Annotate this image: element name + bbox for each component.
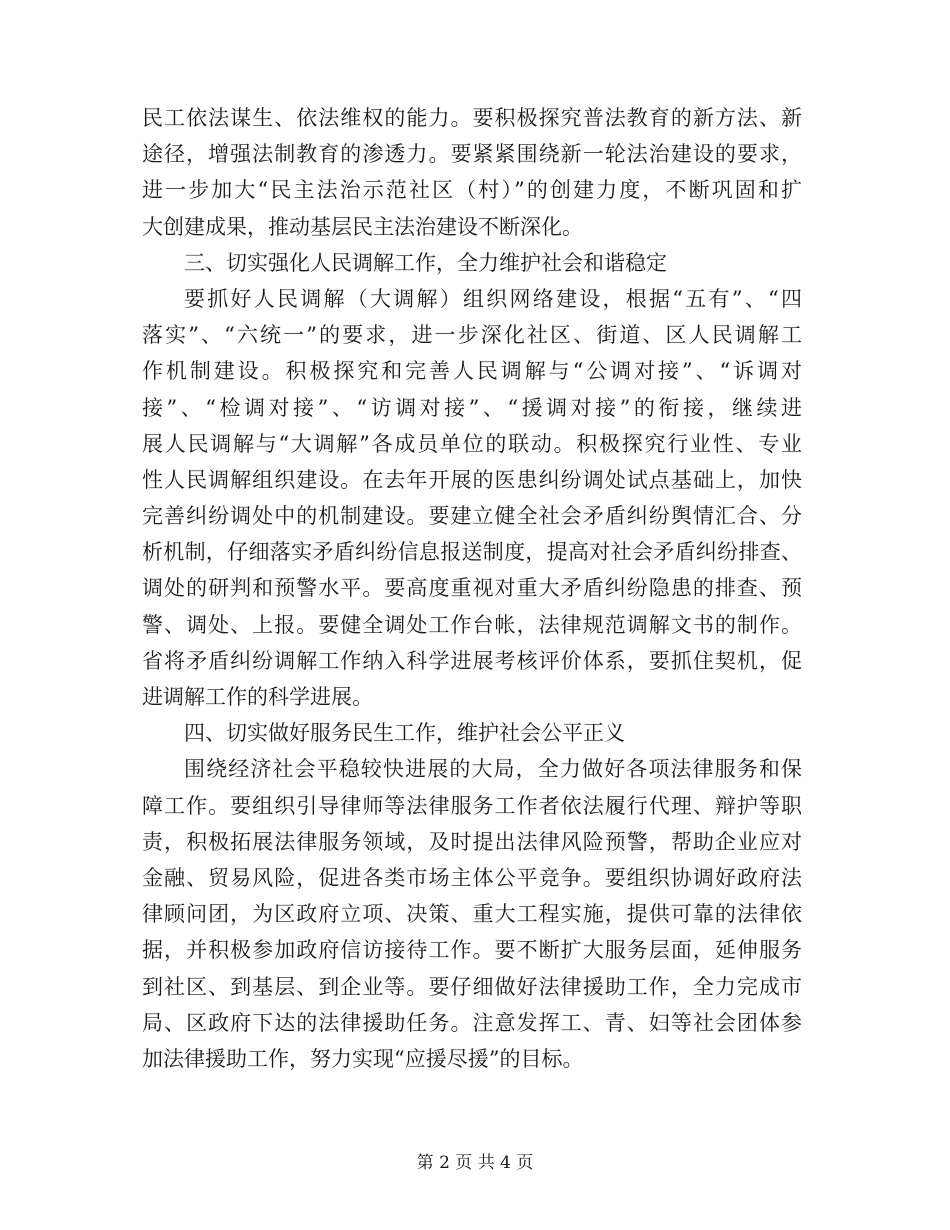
- paragraph-first-line: 围绕经济社会平稳较快进展的大局，全力做好各项法律服务和保: [184, 757, 802, 782]
- text-line: 律顾问团，为区政府立项、决策、重大工程实施，提供可靠的法律依: [142, 902, 802, 927]
- text-line: 落实”、“六统一”的要求，进一步深化社区、街道、区人民调解工: [142, 323, 802, 348]
- text-line: 金融、贸易风险，促进各类市场主体公平竞争。要组织协调好政府法: [142, 865, 802, 890]
- text-line: 责，积极拓展法律服务领域，及时提出法律风险预警，帮助企业应对: [142, 829, 802, 854]
- text-line: 展人民调解与“大调解”各成员单位的联动。积极探究行业性、专业: [142, 431, 802, 456]
- text-line: 性人民调解组织建设。在去年开展的医患纠纷调处试点基础上，加快: [142, 467, 802, 492]
- text-line: 局、区政府下达的法律援助任务。注意发挥工、青、妇等社会团体参: [142, 1010, 802, 1035]
- text-line: 到社区、到基层、到企业等。要仔细做好法律援助工作，全力完成市: [142, 974, 802, 999]
- text-line: 完善纠纷调处中的机制建设。要建立健全社会矛盾纠纷舆情汇合、分: [142, 504, 802, 529]
- paragraph-first-line: 三、切实强化人民调解工作，全力维护社会和谐稳定: [184, 250, 667, 275]
- text-line: 大创建成果，推动基层民主法治建设不断深化。: [142, 214, 583, 239]
- paragraph-first-line: 四、切实做好服务民生工作，维护社会公平正义: [184, 721, 625, 746]
- text-line: 进调解工作的科学进展。: [142, 685, 373, 709]
- paragraph-first-line: 要抓好人民调解（大调解）组织网络建设，根据“五有”、“四: [184, 286, 802, 311]
- text-line: 省将矛盾纠纷调解工作纳入科学进展考核评价体系，要抓住契机，促: [142, 648, 802, 673]
- text-line: 调处的研判和预警水平。要高度重视对重大矛盾纠纷隐患的排查、预: [142, 576, 802, 601]
- text-line: 析机制，仔细落实矛盾纠纷信息报送制度，提高对社会矛盾纠纷排查、: [142, 540, 802, 565]
- page-number-footer: 第 2 页 共 4 页: [416, 1153, 534, 1173]
- text-line: 据，并积极参加政府信访接待工作。要不断扩大服务层面，延伸服务: [142, 938, 802, 963]
- text-line: 加法律援助工作，努力实现“应援尽援”的目标。: [142, 1046, 584, 1071]
- text-line: 接”、“检调对接”、“访调对接”、“援调对接”的衔接，继续进: [142, 395, 802, 420]
- text-line: 警、调处、上报。要健全调处工作台帐，法律规范调解文书的制作。: [142, 612, 802, 637]
- text-line: 途径，增强法制教育的渗透力。要紧紧围绕新一轮法治建设的要求，: [142, 142, 802, 167]
- text-line: 障工作。要组织引导律师等法律服务工作者依法履行代理、辩护等职: [142, 793, 802, 818]
- text-line: 进一步加大“民主法治示范社区（村）”的创建力度，不断巩固和扩: [142, 178, 802, 203]
- document-body: [142, 100, 802, 1077]
- text-line: 民工依法谋生、依法维权的能力。要积极探究普法教育的新方法、新: [142, 106, 802, 130]
- text-line: 作机制建设。积极探究和完善人民调解与“公调对接”、“诉调对: [142, 359, 802, 384]
